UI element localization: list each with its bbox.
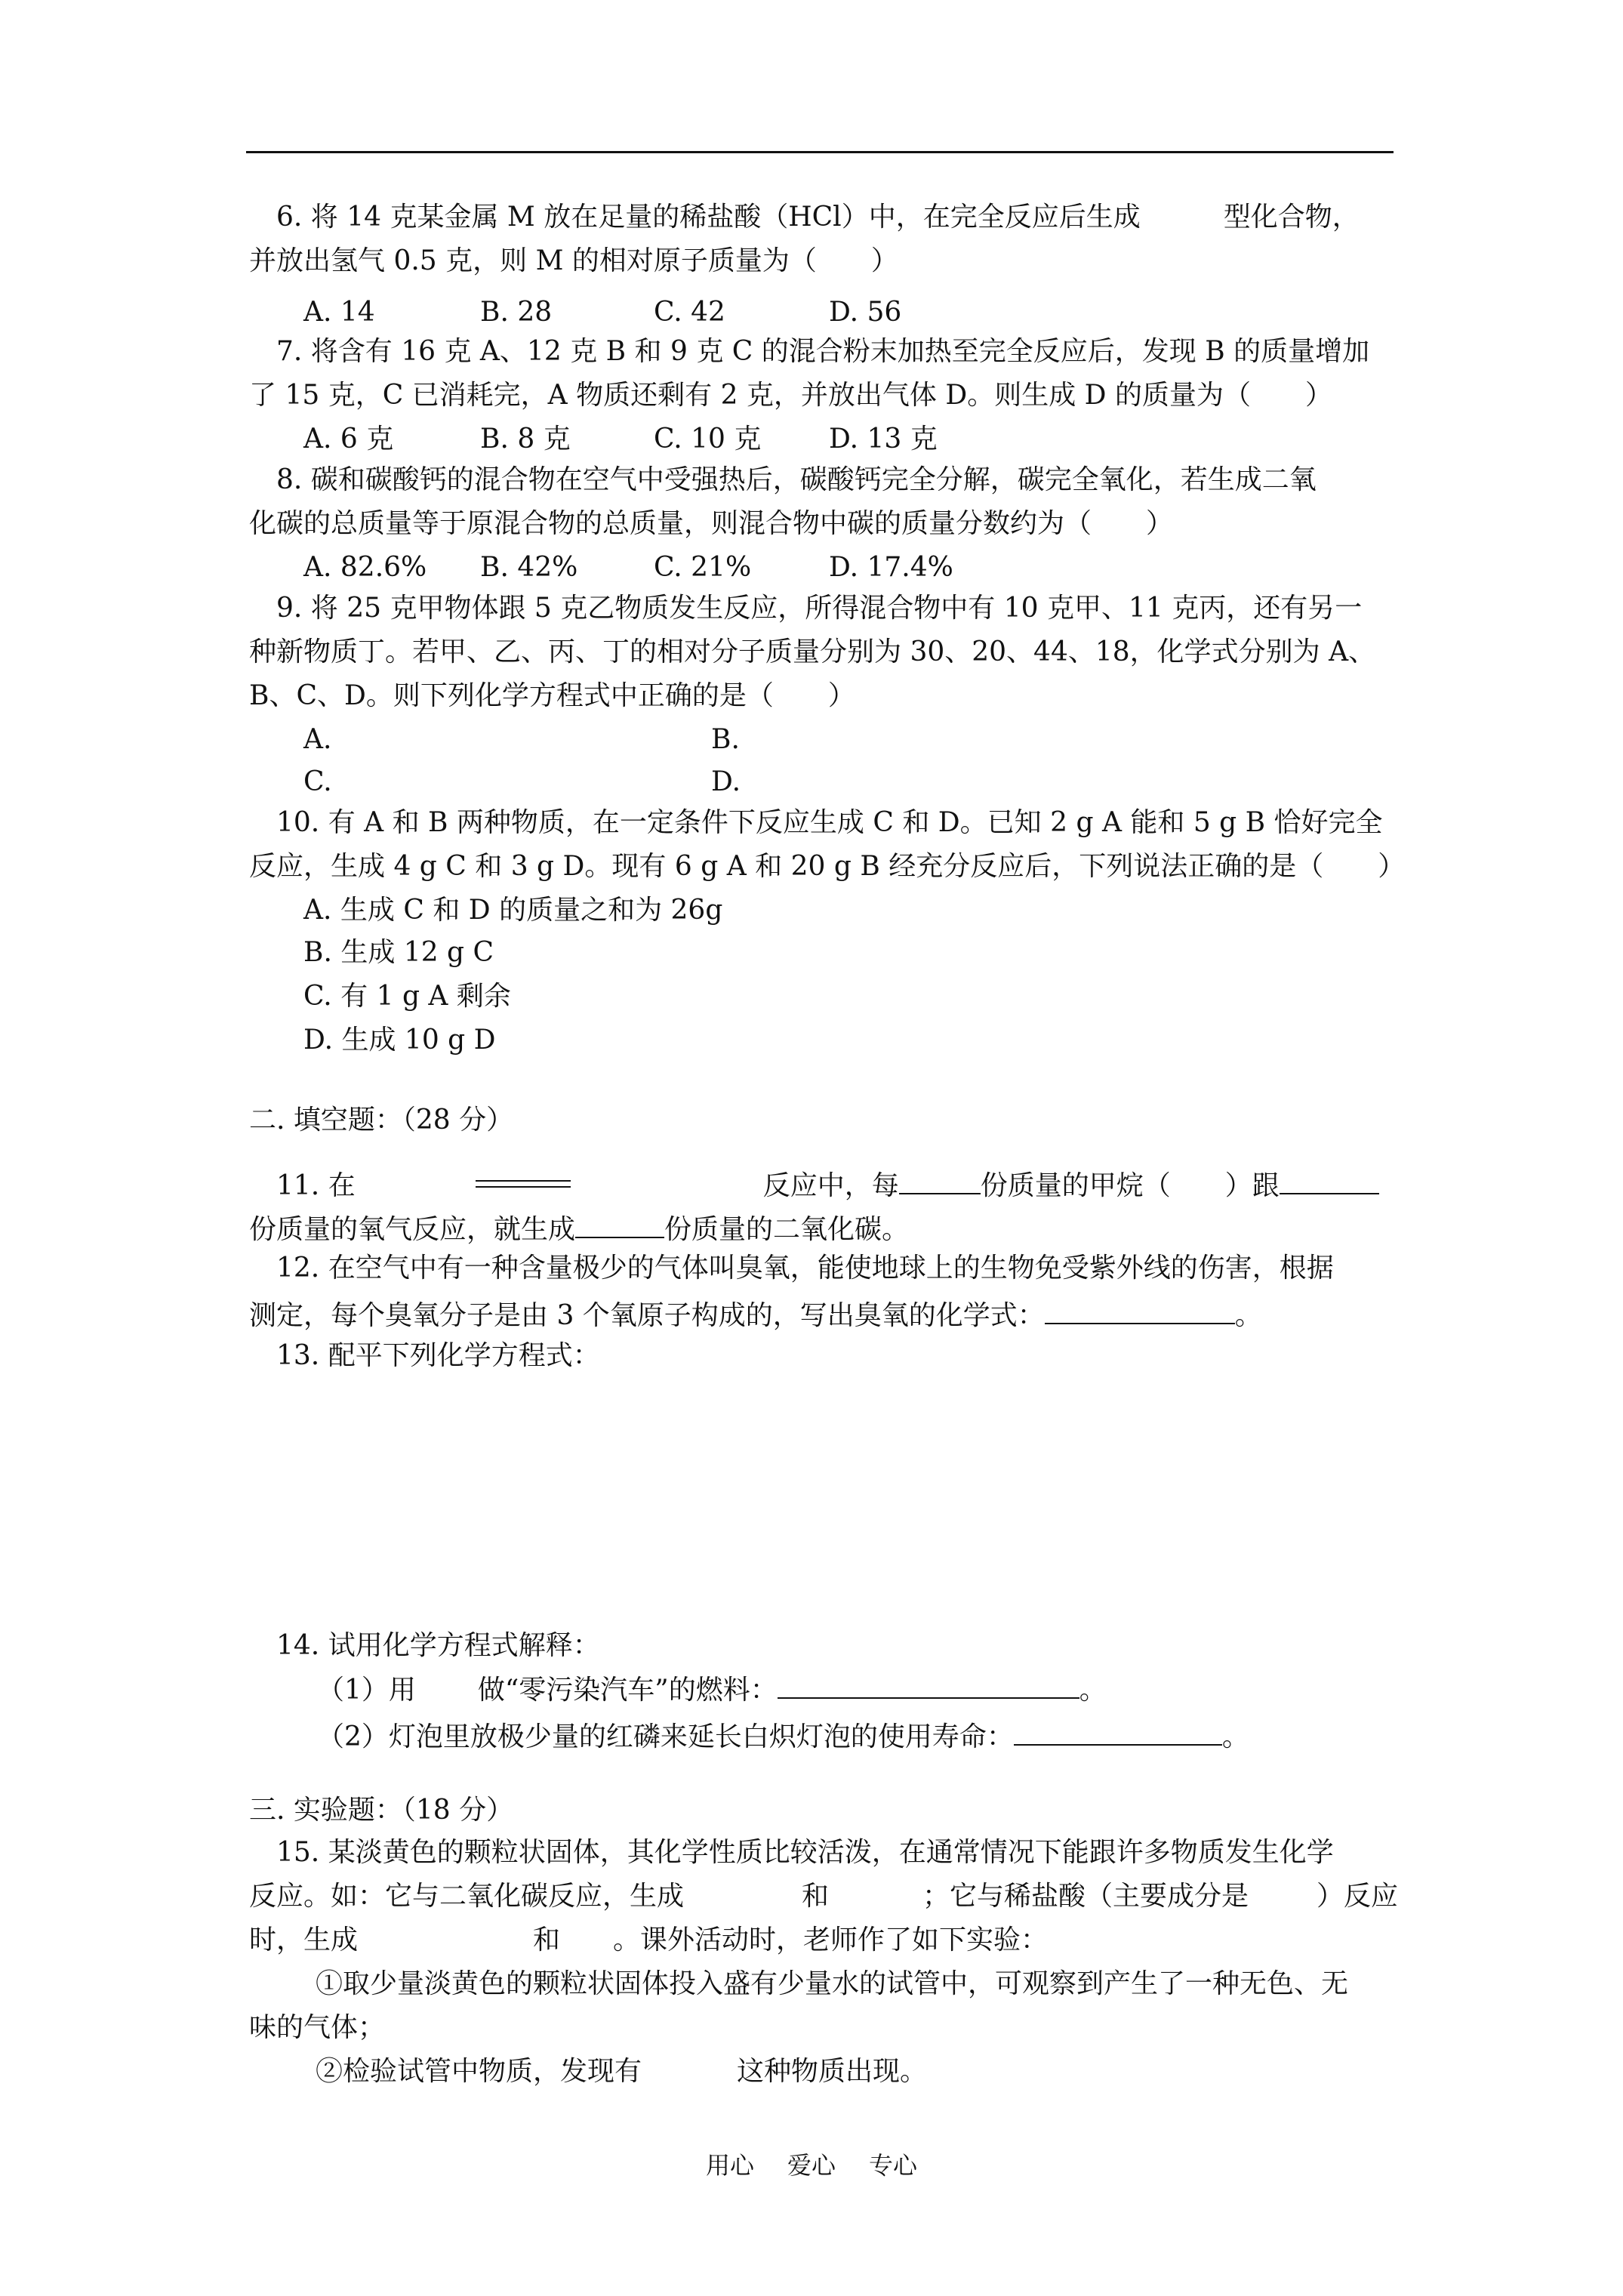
q8-option-a: A. 82.6% bbox=[303, 552, 427, 583]
q8-option-d: D. 17.4% bbox=[829, 552, 953, 583]
footer-word: 爱心 bbox=[787, 2151, 836, 2180]
page-footer bbox=[0, 2147, 1623, 2181]
q14-sub1: （1）用 做“零污染汽车”的燃料： 。 bbox=[317, 1670, 1107, 1707]
q7-line1: 7. 将含有 16 克 A、12 克 B 和 9 克 C 的混合粉末加热至完全反应后，发现 B 的质量增加 bbox=[276, 336, 1370, 367]
q11-line2: 份质量的氧气反应，就生成 份质量的二氧化碳。 bbox=[249, 1210, 909, 1247]
q14-sub2: （2）灯泡里放极少量的红磷来延长白炽灯泡的使用寿命： 。 bbox=[317, 1717, 1249, 1754]
q7-option-c: C. 10 克 bbox=[654, 424, 762, 455]
q15-step1-line1: ①取少量淡黄色的颗粒状固体投入盛有少量水的试管中，可观察到产生了一种无色、无 bbox=[316, 1968, 1349, 1999]
q12-line1: 12. 在空气中有一种含量极少的气体叫臭氧，能使地球上的生物免受紫外线的伤害，根据 bbox=[276, 1253, 1334, 1284]
q9-option-c: C. bbox=[303, 766, 332, 797]
q8-option-b: B. 42% bbox=[480, 552, 578, 583]
q14-line1: 14. 试用化学方程式解释： bbox=[276, 1630, 600, 1661]
q9-option-d: D. bbox=[711, 766, 741, 797]
q7-option-d: D. 13 克 bbox=[829, 424, 938, 455]
q8-option-c: C. 21% bbox=[654, 552, 752, 583]
q6-option-b: B. 28 bbox=[480, 297, 553, 328]
q6-line1: 6. 将 14 克某金属 M 放在足量的稀盐酸（HCl）中，在完全反应后生成 型化合物， bbox=[276, 202, 1360, 233]
q9-line1: 9. 将 25 克甲物体跟 5 克乙物质发生反应，所得混合物中有 10 克甲、11 克丙，还有另一 bbox=[276, 593, 1363, 624]
q10-option-b: B. 生成 12 g C bbox=[303, 937, 494, 968]
q13-line1: 13. 配平下列化学方程式： bbox=[276, 1340, 600, 1371]
q6-line2: 并放出氢气 0.5 克，则 M 的相对原子质量为（ ） bbox=[249, 245, 898, 276]
q12-line2: 测定，每个臭氧分子是由 3 个氧原子构成的，写出臭氧的化学式： 。 bbox=[249, 1296, 1262, 1333]
footer-word: 用心 bbox=[705, 2151, 754, 2180]
q15-line2: 反应。如：它与二氧化碳反应，生成 和 ；它与稀盐酸（主要成分是 ）反应 bbox=[249, 1881, 1399, 1912]
q10-option-c: C. 有 1 g A 剩余 bbox=[303, 981, 511, 1012]
q10-line2: 反应，生成 4 g C 和 3 g D。现有 6 g A 和 20 g B 经充分反应后，下列说法正确的是（ ） bbox=[249, 851, 1406, 882]
q15-line3: 时，生成 和 。课外活动时，老师作了如下实验： bbox=[249, 1925, 1049, 1955]
q6-option-a: A. 14 bbox=[303, 297, 375, 328]
q7-option-b: B. 8 克 bbox=[480, 424, 571, 455]
q9-line3: B、C、D。则下列化学方程式中正确的是（ ） bbox=[249, 680, 855, 711]
footer-word: 专心 bbox=[869, 2151, 918, 2180]
q6-option-d: D. 56 bbox=[829, 297, 902, 328]
q9-option-b: B. bbox=[711, 724, 740, 755]
q10-option-a: A. 生成 C 和 D 的质量之和为 26g bbox=[303, 895, 723, 926]
q11-line1: 11. 在 反应中，每 份质量的甲烷（ ）跟 bbox=[276, 1166, 1379, 1203]
q7-option-a: A. 6 克 bbox=[303, 424, 394, 455]
q9-line2: 种新物质丁。若甲、乙、丙、丁的相对分子质量分别为 30、20、44、18，化学式分别为 A、 bbox=[249, 636, 1376, 667]
section3-title: 三. 实验题：（18 分） bbox=[249, 1795, 514, 1826]
q8-line2: 化碳的总质量等于原混合物的总质量，则混合物中碳的质量分数约为（ ） bbox=[249, 508, 1174, 539]
equals-sign bbox=[476, 1180, 571, 1188]
q10-option-d: D. 生成 10 g D bbox=[303, 1025, 496, 1056]
q15-line1: 15. 某淡黄色的颗粒状固体，其化学性质比较活泼，在通常情况下能跟许多物质发生化学 bbox=[276, 1837, 1334, 1868]
section2-title: 二. 填空题：（28 分） bbox=[249, 1105, 514, 1136]
q10-line1: 10. 有 A 和 B 两种物质，在一定条件下反应生成 C 和 D。已知 2 g A 能和 5 g B 恰好完全 bbox=[276, 807, 1383, 838]
q7-line2: 了 15 克，C 已消耗完，A 物质还剩有 2 克，并放出气体 D。则生成 D 的质量为（ ） bbox=[249, 380, 1332, 411]
q15-step2: ②检验试管中物质，发现有 这种物质出现。 bbox=[316, 2056, 928, 2087]
header-rule bbox=[246, 151, 1394, 153]
q15-step1-line2: 味的气体； bbox=[249, 2012, 386, 2043]
q6-option-c: C. 42 bbox=[654, 297, 725, 328]
q9-option-a: A. bbox=[303, 724, 332, 755]
q8-line1: 8. 碳和碳酸钙的混合物在空气中受强热后，碳酸钙完全分解，碳完全氧化，若生成二氧 bbox=[276, 464, 1317, 495]
